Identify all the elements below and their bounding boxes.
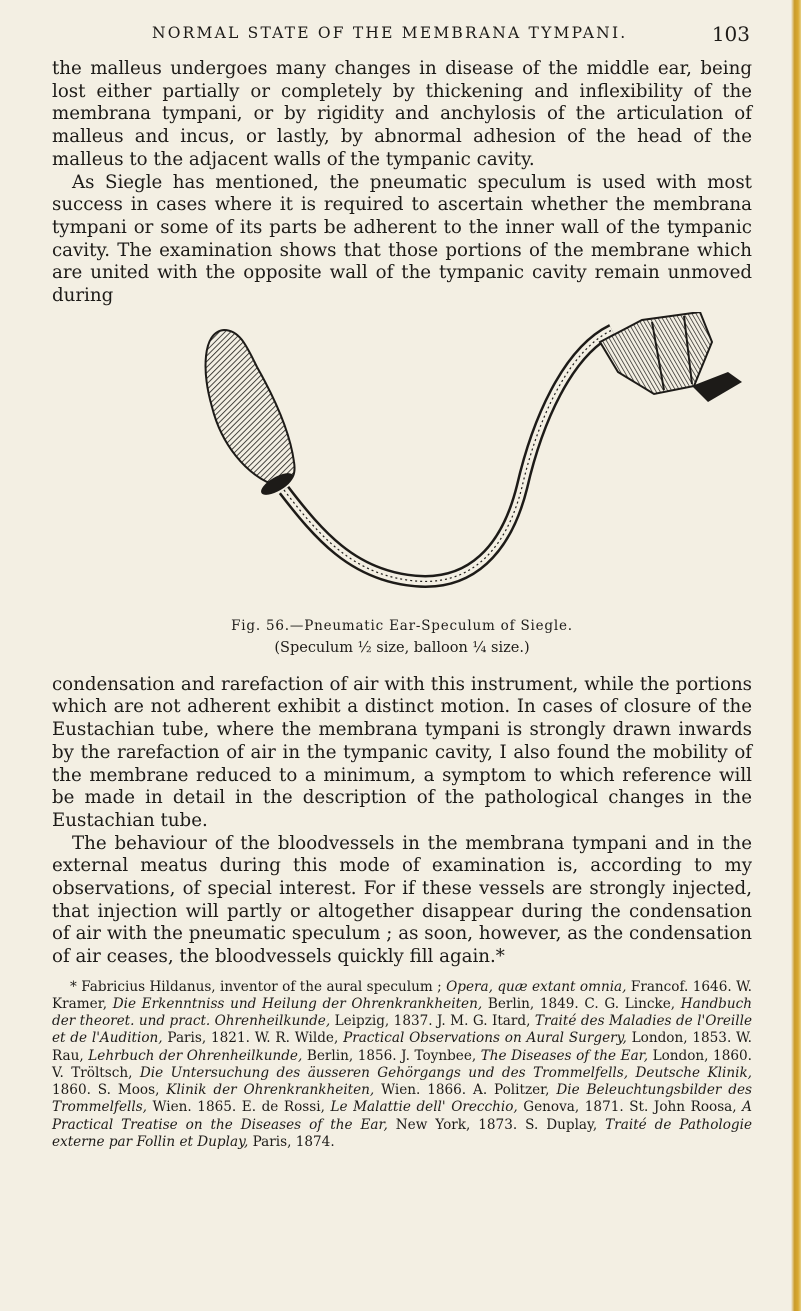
citation-title: Die Untersuchung des äusseren Gehörgangs und des Trommelfells, Deutsche Klinik, bbox=[139, 1064, 752, 1081]
citation-text: Francof. 1646. W. Kramer, bbox=[52, 978, 752, 1013]
figure-subcaption: (Speculum ½ size, balloon ¼ size.) bbox=[274, 639, 530, 656]
citation-title: The Diseases of the Ear, bbox=[480, 1047, 649, 1064]
speculum-illustration bbox=[52, 312, 752, 612]
citation-title: Die Beleuchtungsbilder des Trommelfells, bbox=[52, 1082, 752, 1116]
paragraph-3: condensation and rarefaction of air with this instrument, while the portions which are not adherent exhibit a distinct motion. In cases of closure of the Eustachian tube, where the membrana tympani is strongly drawn inwards by the rarefaction of air in the tympanic cavity, I also found the mobility of the membrane reduced to a minimum, a symptom to which reference will be made in detail in the description of the pathological changes in the Eustachian tube. bbox=[52, 673, 752, 831]
book-page bbox=[52, 22, 752, 1151]
running-title: NORMAL STATE OF THE MEMBRANA TYMPANI. bbox=[152, 24, 628, 42]
citation-text: Berlin, 1849. C. G. Lincke, bbox=[482, 996, 681, 1013]
citation-title: Lehrbuch der Ohrenheilkunde, bbox=[88, 1047, 303, 1064]
citation-title: Practical Observations on Aural Surgery, bbox=[343, 1030, 627, 1047]
citation-title: Klinik der Ohrenkrankheiten, bbox=[166, 1082, 375, 1099]
citation-text: 1860. S. Moos, bbox=[52, 1082, 167, 1099]
paragraph-4: The behaviour of the bloodvessels in the membrana tympani and in the external meatus during this mode of examination is, according to my observations, of special interest. For if these vessels are strongly injected, that injection will partly or altogether disappear during the condensation of air with the pneumatic speculum ; as soon, however, as the condensation of air ceases, the bloodvessels quickly fill again.* bbox=[52, 832, 752, 968]
citation-text: * Fabricius Hildanus, inventor of the aural speculum ; bbox=[70, 978, 447, 995]
citation-title: A Practical Treatise on the Diseases of the Ear, bbox=[52, 1099, 752, 1133]
running-header bbox=[52, 22, 752, 58]
paragraph-2: As Siegle has mentioned, the pneumatic speculum is used with most success in cases where it is required to ascertain whether the membrana tympani or some of its parts be adherent to the inner wall of the tympanic cavity. The examination shows that those portions of the membrane which are united with the opposite wall of the tympanic cavity remain unmoved during bbox=[52, 171, 752, 307]
figure-caption: Fig. 56.—Pneumatic Ear-Speculum of Siegle. bbox=[231, 617, 573, 634]
citation-text: Berlin, 1856. J. Toynbee, bbox=[302, 1047, 481, 1064]
citation-text: Leipzig, 1837. J. M. G. Itard, bbox=[330, 1013, 535, 1030]
citation-title: Handbuch der theoret. und pract. Ohrenheilkunde, bbox=[52, 996, 752, 1030]
citation-text: Paris, 1874. bbox=[248, 1133, 335, 1150]
citation-text: London, 1860. V. Tröltsch, bbox=[52, 1047, 752, 1081]
citation-text: Wien. 1866. A. Politzer, bbox=[374, 1082, 557, 1099]
citation-text: Paris, 1821. W. R. Wilde, bbox=[162, 1030, 344, 1047]
citation-text: Genova, 1871. St. John Roosa, bbox=[517, 1099, 743, 1116]
page-number: 103 bbox=[711, 22, 750, 46]
footnote bbox=[52, 979, 752, 1151]
speculum-head bbox=[600, 312, 742, 402]
page-edge bbox=[791, 0, 801, 1311]
figure-56 bbox=[52, 312, 752, 612]
citation-title: Le Malattie dell' Orecchio, bbox=[330, 1099, 518, 1116]
paragraph-1: the malleus undergoes many changes in disease of the middle ear, being lost either partially or completely by thickening and inflexibility of the membrana tympani, or by rigidity and anchylosis of the articulation of malleus and incus, or lastly, by abnormal adhesion of the head of the malleus to the adjacent walls of the tympanic cavity. bbox=[52, 58, 752, 170]
citation-title: Traité des Maladies de l'Oreille et de l'Audition, bbox=[52, 1013, 752, 1047]
citation-text: New York, 1873. S. Duplay, bbox=[387, 1116, 606, 1133]
citation-title: Die Erkenntniss und Heilung der Ohrenkrankheiten, bbox=[112, 996, 483, 1013]
balloon bbox=[206, 330, 297, 499]
citation-text: London, 1853. W. Rau, bbox=[52, 1030, 752, 1064]
citation-title: Traité de Pathologie externe par Follin et Duplay, bbox=[52, 1116, 753, 1150]
citation-title: Opera, quæ extant omnia, bbox=[446, 978, 627, 995]
citation-text: Wien. 1865. E. de Rossi, bbox=[147, 1099, 331, 1116]
